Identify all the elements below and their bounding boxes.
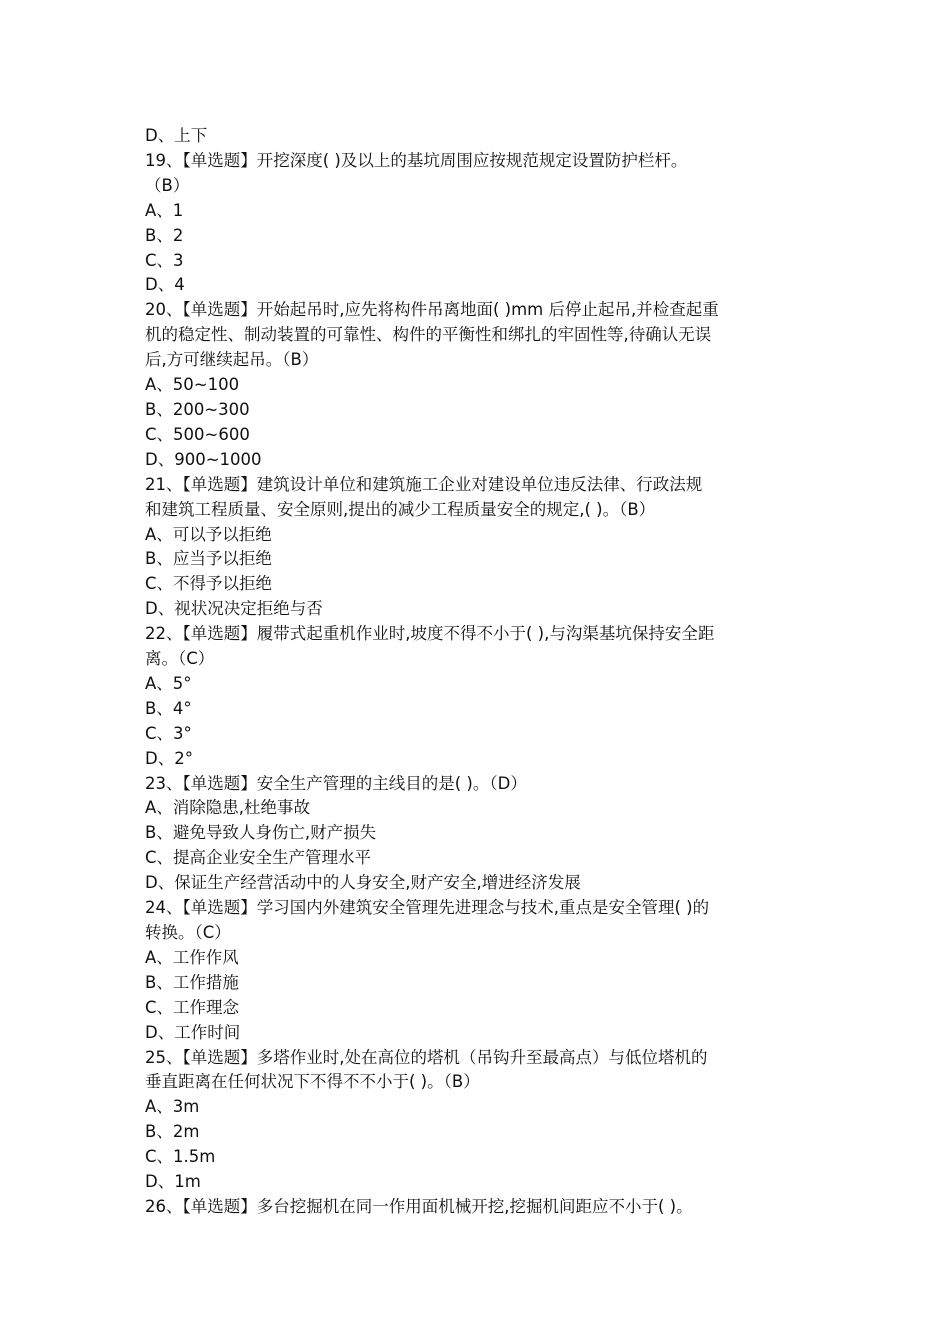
option-line: D、4 [145, 275, 185, 295]
question-text-line: 24、【单选题】学习国内外建筑安全管理先进理念与技术,重点是安全管理( )的 [145, 898, 710, 918]
option-line: C、1.5m [145, 1147, 216, 1167]
option-line: C、500~600 [145, 424, 250, 444]
option-line: C、不得予以拒绝 [145, 574, 273, 594]
question-text-line: 26、【单选题】多台挖掘机在同一作用面机械开挖,挖掘机间距应不小于( )。 [145, 1196, 693, 1216]
option-line: B、200~300 [145, 399, 250, 419]
question-text-line: 25、【单选题】多塔作业时,处在高位的塔机（吊钩升至最高点）与低位塔机的 [145, 1047, 708, 1067]
question-text-line: 机的稳定性、制动装置的可靠性、构件的平衡性和绑扎的牢固性等,待确认无误 [145, 325, 712, 345]
answer-line: （B） [145, 175, 190, 195]
option-line: A、1 [145, 200, 184, 220]
question-text-line: 后,方可继续起吊。（B） [145, 350, 319, 370]
option-line: A、5° [145, 673, 192, 693]
option-line: B、2 [145, 225, 184, 245]
option-line: A、3m [145, 1097, 200, 1117]
question-text-line: 和建筑工程质量、安全原则,提出的减少工程质量安全的规定,( )。（B） [145, 499, 656, 519]
option-line: A、可以予以拒绝 [145, 524, 272, 544]
option-line: B、避免导致人身伤亡,财产损失 [145, 823, 377, 843]
option-line: A、50~100 [145, 375, 240, 395]
option-line: B、2m [145, 1122, 200, 1142]
option-line: D、工作时间 [145, 1022, 241, 1042]
option-line: D、上下 [145, 126, 208, 145]
option-line: C、工作理念 [145, 997, 240, 1017]
option-line: A、工作作风 [145, 947, 239, 967]
option-line: D、1m [145, 1172, 201, 1192]
option-line: B、工作措施 [145, 972, 239, 992]
option-line: C、提高企业安全生产管理水平 [145, 848, 372, 868]
question-text-line: 垂直距离在任何状况下不得不不小于( )。（B） [145, 1072, 480, 1092]
question-text-line: 21、【单选题】建筑设计单位和建筑施工企业对建设单位违反法律、行政法规 [145, 474, 703, 494]
question-text-line: 19、【单选题】开挖深度( )及以上的基坑周围应按规范规定设置防护栏杆。 [145, 150, 688, 170]
question-text-line: 20、【单选题】开始起吊时,应先将构件吊离地面( )mm 后停止起吊,并检查起重 [145, 300, 719, 320]
option-line: D、保证生产经营活动中的人身安全,财产安全,增进经济发展 [145, 873, 581, 893]
option-line: B、应当予以拒绝 [145, 549, 272, 569]
question-text-line: 离。（C） [145, 649, 215, 669]
option-line: C、3 [145, 250, 184, 270]
option-line: A、消除隐患,杜绝事故 [145, 798, 311, 818]
option-line: C、3° [145, 723, 192, 743]
question-text-line: 转换。（C） [145, 923, 231, 942]
option-line: B、4° [145, 698, 192, 718]
option-line: D、900~1000 [145, 449, 262, 469]
question-text-line: 22、【单选题】履带式起重机作业时,坡度不得不小于( ),与沟渠基坑保持安全距 [145, 624, 715, 644]
option-line: D、视状况决定拒绝与否 [145, 599, 323, 619]
question-text-line: 23、【单选题】安全生产管理的主线目的是( )。（D） [145, 773, 527, 793]
option-line: D、2° [145, 748, 193, 768]
document-page [145, 124, 810, 1220]
